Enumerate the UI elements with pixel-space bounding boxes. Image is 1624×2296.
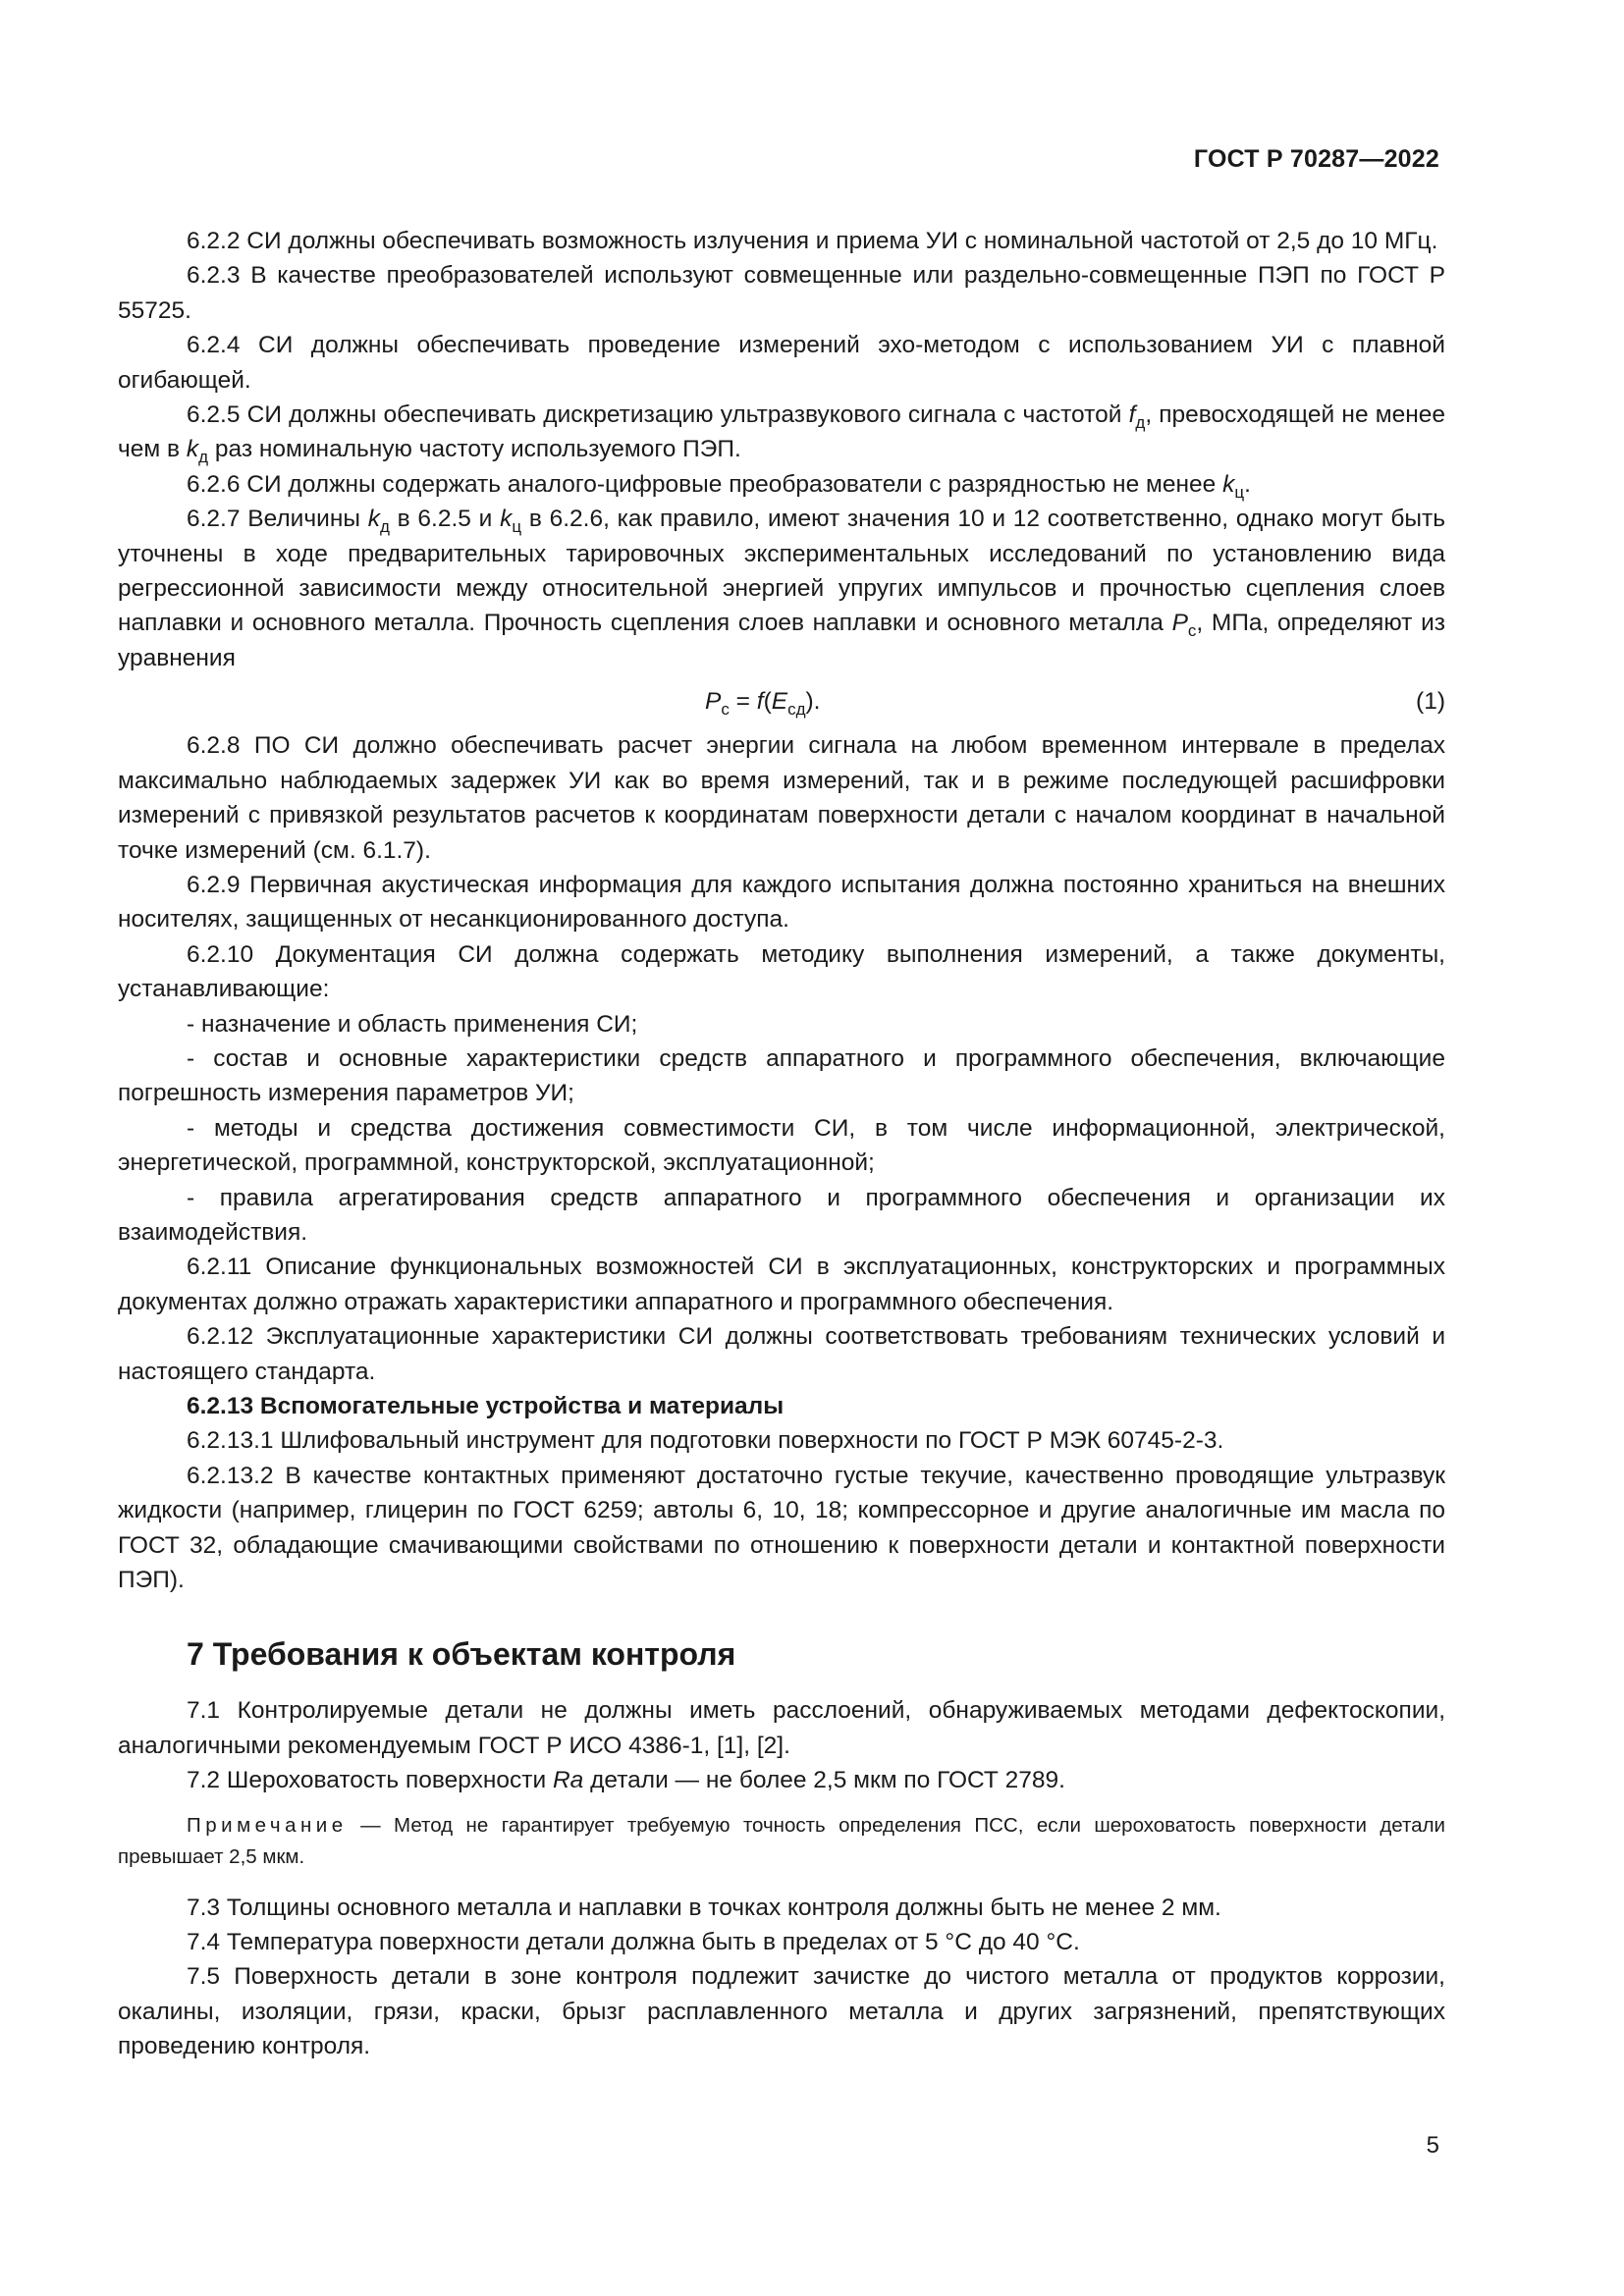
document-header: ГОСТ Р 70287—2022 — [1193, 145, 1439, 173]
text-run: в 6.2.5 и — [389, 506, 501, 533]
paragraph-6-2-4: 6.2.4 СИ должны обеспечивать проведение измерений эхо-методом с использованием УИ с плавной огибающей. — [118, 332, 1445, 394]
subscript: д — [1135, 413, 1146, 433]
formula-paren-close: ). — [805, 688, 821, 716]
text-run: 7.2 Шероховатость поверхности — [187, 1767, 553, 1794]
paragraph-7-5: 7.5 Поверхность детали в зоне контроля подлежит зачистке до чистого металла от продуктов коррозии, окалины, изоляции, грязи, краски, брызг расплавленного металла и других загрязнений, препятствующих проведению контроля. — [118, 1963, 1445, 2060]
paragraph-7-1: 7.1 Контролируемые детали не должны иметь расслоений, обнаруживаемых методами дефектоскопии, аналогичными рекомендуемым ГОСТ Р ИСО 4386-1, [1], [2]. — [118, 1697, 1445, 1759]
paragraph-6-2-10: 6.2.10 Документация СИ должна содержать методику выполнения измерений, а также документы, устанавливающие: — [118, 940, 1445, 1003]
page-number: 5 — [1426, 2132, 1439, 2159]
note — [118, 1810, 1445, 1873]
text-run: 6.2.5 СИ должны обеспечивать дискретизацию ультразвукового сигнала с частотой — [187, 401, 1129, 429]
paragraph-6-2-2: 6.2.2 СИ должны обеспечивать возможность излучения и приема УИ с номинальной частотой от 2,5 до 10 МГц. — [187, 228, 1438, 254]
note-text: — Метод не гарантирует требуемую точность определения ПСС, если шероховатость поверхности детали превышает 2,5 мкм. — [118, 1813, 1445, 1868]
text-run: 6.2.7 Величины — [187, 506, 368, 533]
paragraph-6-2-8: 6.2.8 ПО СИ должно обеспечивать расчет энергии сигнала на любом временном интервале в пределах максимально наблюдаемых задержек УИ как во время измерений, так и в режиме последующей расшифровки измерений с привязкой результатов расчетов к координатам поверхности детали с началом координат в начальной точке измерений (см. 6.1.7). — [118, 732, 1445, 864]
text-run: детали — не более 2,5 мкм по ГОСТ 2789. — [583, 1767, 1065, 1794]
symbol-k: k — [367, 506, 380, 533]
paragraph-6-2-9: 6.2.9 Первичная акустическая информация для каждого испытания должна постоянно храниться на внешних носителях, защищенных от несанкционированного доступа. — [118, 871, 1445, 934]
document-body — [118, 224, 1445, 2064]
subscript: ц — [512, 517, 522, 537]
section-title-7: 7 Требования к объектам контроля — [187, 1636, 736, 1673]
subscript: сд — [787, 700, 806, 720]
formula-1 — [118, 678, 1445, 724]
paragraph-6-2-12: 6.2.12 Эксплуатационные характеристики СИ должны соответствовать требованиям технических условий и настоящего стандарта. — [118, 1323, 1445, 1385]
text-run: в 6.2.6, как правило, имеют значения 10 и 12 соответственно, однако могут быть уточнены в ходе предварительных тарировочных экспериментальных исследований по установлению вида регрессионной зависимости между относительной энергией упругих импульсов и прочностью сцепления слоев наплавки и основного металла. Прочность сцепления слоев наплавки и основного металла — [118, 506, 1446, 637]
text-run: 6.2.6 СИ должны содержать аналого-цифровые преобразователи с разрядностью не менее — [187, 470, 1223, 498]
paragraph-6-2-13-1: 6.2.13.1 Шлифовальный инструмент для подготовки поверхности по ГОСТ Р МЭК 60745-2-3. — [187, 1427, 1224, 1455]
subscript: д — [379, 517, 390, 537]
symbol-k: k — [186, 436, 199, 463]
symbol-p: P — [1171, 610, 1188, 637]
symbol-k: k — [1222, 470, 1235, 498]
formula-paren-open: ( — [763, 688, 772, 716]
text-run: раз номинальную частоту используемого ПЭП. — [208, 436, 741, 463]
list-item: - состав и основные характеристики средств аппаратного и программного обеспечения, включающие погрешность измерения параметров УИ; — [118, 1044, 1445, 1107]
subscript: ц — [1234, 482, 1245, 502]
paragraph-6-2-3: 6.2.3 В качестве преобразователей используют совмещенные или раздельно-совмещенные ПЭП по ГОСТ Р 55725. — [118, 262, 1445, 324]
note-label: Примечание — [187, 1813, 348, 1837]
paragraph-6-2-5 — [118, 398, 1445, 467]
paragraph-6-2-6 — [118, 467, 1445, 502]
symbol-f: f — [1128, 401, 1136, 429]
symbol-ra: Ra — [552, 1767, 584, 1794]
paragraph-6-2-7 — [118, 502, 1445, 675]
list-item: - правила агрегатирования средств аппаратного и программного обеспечения и организации их взаимодействия. — [118, 1184, 1445, 1246]
list-item: - назначение и область применения СИ; — [187, 1010, 638, 1038]
list-item: - методы и средства достижения совместимости СИ, в том числе информационной, электрической, энергетической, программной, конструкторской, эксплуатационной; — [118, 1114, 1445, 1177]
formula-number: (1) — [1416, 688, 1445, 716]
formula-expression — [705, 678, 820, 724]
symbol-k: k — [500, 506, 513, 533]
paragraph-7-2 — [118, 1763, 1445, 1797]
formula-symbol-e: E — [771, 688, 788, 716]
subscript: с — [1187, 621, 1197, 641]
text-run: , превосходящей не менее чем в — [118, 401, 1446, 463]
formula-equals: = — [729, 688, 757, 716]
paragraph-7-3: 7.3 Толщины основного металла и наплавки в точках контроля должны быть не менее 2 мм. — [187, 1894, 1221, 1921]
paragraph-6-2-13-2: 6.2.13.2 В качестве контактных применяют достаточно густые текучие, качественно проводящие ультразвук жидкости (например, глицерин по ГОСТ 6259; автолы 6, 10, 18; компрессорное и другие аналогичные им масла по ГОСТ 32, обладающие смачивающими свойствами по отношению к поверхности детали и контактной поверхности ПЭП). — [118, 1462, 1445, 1594]
text-run: , МПа, определяют из уравнения — [118, 610, 1445, 671]
subsection-title-6-2-13: 6.2.13 Вспомогательные устройства и материалы — [187, 1393, 785, 1419]
text-run: . — [1244, 470, 1251, 498]
formula-function-f: f — [756, 688, 764, 716]
subscript: с — [721, 700, 730, 720]
paragraph-7-4: 7.4 Температура поверхности детали должна быть в пределах от 5 °С до 40 °С. — [187, 1929, 1080, 1956]
subscript: д — [198, 448, 209, 467]
paragraph-6-2-11: 6.2.11 Описание функциональных возможностей СИ в эксплуатационных, конструкторских и программных документах должно отражать характеристики аппаратного и программного обеспечения. — [118, 1254, 1445, 1315]
formula-symbol-p: P — [705, 688, 722, 716]
